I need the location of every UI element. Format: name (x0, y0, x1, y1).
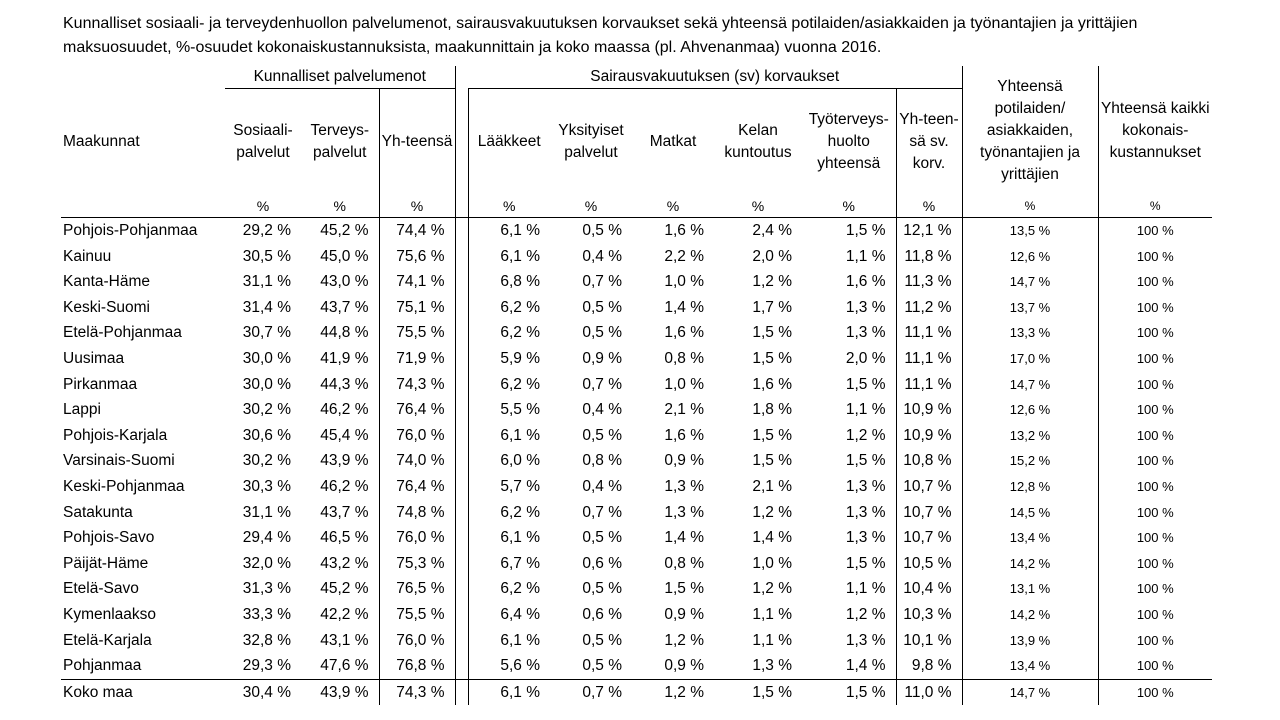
cell-tyoterveyshuolto: 1,4 % (845, 657, 886, 675)
cell-kelan-kuntoutus: 1,5 % (714, 679, 802, 705)
cell-yhteensa-kunnalliset: 75,3 % (379, 551, 455, 577)
unit-label: % (1098, 195, 1212, 218)
cell-maakunta: Etelä-Karjala (63, 631, 152, 649)
cell-maakunta: Pohjois-Savo (63, 529, 155, 547)
unit-label: % (225, 195, 301, 218)
data-table (61, 66, 1212, 705)
total-row (61, 679, 1212, 705)
cell-tyoterveyshuolto: 1,3 % (845, 324, 886, 342)
cell-yhteensa-potilaiden: 14,2 % (962, 551, 1098, 577)
cell-yhteensa-kaikki: 100 % (1136, 530, 1174, 546)
cell-terveyspalvelut: 43,9 % (301, 679, 379, 705)
cell-maakunta: Keski-Suomi (63, 298, 150, 316)
cell-yhteensa-potilaiden: 13,3 % (962, 320, 1098, 346)
cell-matkat: 1,0 % (664, 375, 704, 393)
cell-kelan-kuntoutus: 1,5 % (752, 324, 792, 342)
cell-kelan-kuntoutus: 2,1 % (752, 477, 792, 495)
table-row (61, 244, 1212, 270)
cell-yksityiset-palvelut: 0,7 % (550, 679, 632, 705)
cell-yhteensa-potilaiden: 13,1 % (962, 576, 1098, 602)
cell-terveyspalvelut: 43,7 % (320, 298, 369, 316)
table-row (61, 551, 1212, 577)
cell-yhteensa-sv: 11,1 % (896, 320, 962, 346)
table-row (61, 346, 1212, 372)
unit-label: % (468, 195, 550, 218)
cell-yhteensa-potilaiden: 14,7 % (962, 269, 1098, 295)
cell-yhteensa-sv: 11,8 % (896, 244, 962, 270)
header-tyoterveyshuolto: Työterveys-huolto yhteensä (808, 111, 889, 172)
cell-matkat: 1,4 % (664, 529, 704, 547)
header-laakkeet: Lääkkeet (468, 89, 550, 196)
cell-yhteensa-sv: 10,9 % (896, 397, 962, 423)
cell-terveyspalvelut: 43,2 % (320, 554, 369, 572)
cell-tyoterveyshuolto: 1,5 % (845, 222, 886, 239)
cell-matkat: 1,6 % (664, 222, 704, 239)
cell-yhteensa-sv: 10,9 % (896, 423, 962, 449)
cell-laakkeet: 5,7 % (468, 474, 550, 500)
cell-yhteensa-sv: 12,1 % (896, 218, 962, 244)
cell-yhteensa-sv: 10,1 % (896, 628, 962, 654)
cell-laakkeet: 6,1 % (468, 423, 550, 449)
cell-yhteensa-kaikki: 100 % (1098, 679, 1212, 705)
cell-matkat: 2,1 % (664, 401, 704, 419)
cell-laakkeet: 5,9 % (468, 346, 550, 372)
cell-kelan-kuntoutus: 1,5 % (752, 426, 792, 444)
cell-matkat: 1,6 % (664, 324, 704, 342)
cell-yhteensa-potilaiden: 13,4 % (962, 525, 1098, 551)
table-row (61, 500, 1212, 526)
cell-terveyspalvelut: 46,5 % (320, 529, 369, 547)
cell-yhteensa-kunnalliset: 71,9 % (379, 346, 455, 372)
cell-yhteensa-kunnalliset: 74,3 % (379, 679, 455, 705)
cell-sosiaalipalvelut: 32,0 % (242, 554, 291, 572)
cell-laakkeet: 5,6 % (468, 653, 550, 679)
header-terveyspalvelut: Terveys-palvelut (310, 122, 370, 161)
cell-yhteensa-kaikki: 100 % (1136, 606, 1174, 622)
cell-yhteensa-kaikki: 100 % (1136, 248, 1174, 264)
table-row (61, 372, 1212, 398)
cell-yksityiset-palvelut: 0,5 % (582, 222, 622, 239)
cell-yksityiset-palvelut: 0,7 % (582, 273, 622, 291)
cell-yhteensa-potilaiden: 13,9 % (962, 628, 1098, 654)
header-matkat: Matkat (649, 133, 697, 150)
cell-laakkeet: 6,2 % (468, 320, 550, 346)
cell-matkat: 0,9 % (664, 452, 704, 470)
cell-sosiaalipalvelut: 29,2 % (242, 222, 291, 239)
cell-yksityiset-palvelut: 0,5 % (582, 298, 622, 316)
table-row (61, 295, 1212, 321)
cell-terveyspalvelut: 45,0 % (320, 247, 369, 265)
cell-yhteensa-kunnalliset: 76,0 % (379, 628, 455, 654)
cell-yhteensa-kaikki: 100 % (1136, 402, 1174, 418)
cell-kelan-kuntoutus: 1,7 % (752, 298, 792, 316)
cell-yhteensa-potilaiden: 14,5 % (962, 500, 1098, 526)
cell-terveyspalvelut: 46,2 % (320, 401, 369, 419)
unit-label: % (896, 195, 962, 218)
cell-tyoterveyshuolto: 1,3 % (845, 477, 886, 495)
cell-tyoterveyshuolto: 1,1 % (845, 580, 886, 598)
cell-tyoterveyshuolto: 1,1 % (845, 247, 886, 265)
cell-yhteensa-potilaiden: 17,0 % (962, 346, 1098, 372)
cell-laakkeet: 6,1 % (468, 628, 550, 654)
cell-yksityiset-palvelut: 0,4 % (582, 477, 622, 495)
table-row (61, 423, 1212, 449)
cell-tyoterveyshuolto: 1,3 % (845, 298, 886, 316)
cell-yhteensa-kunnalliset: 74,1 % (379, 269, 455, 295)
cell-sosiaalipalvelut: 30,6 % (242, 426, 291, 444)
cell-yhteensa-kunnalliset: 74,4 % (379, 218, 455, 244)
cell-terveyspalvelut: 45,4 % (320, 426, 369, 444)
cell-maakunta: Etelä-Pohjanmaa (63, 324, 182, 342)
unit-label: % (301, 195, 379, 218)
cell-yksityiset-palvelut: 0,5 % (582, 657, 622, 675)
cell-yksityiset-palvelut: 0,7 % (582, 503, 622, 521)
cell-tyoterveyshuolto: 1,6 % (845, 273, 886, 291)
cell-matkat: 1,6 % (664, 426, 704, 444)
cell-laakkeet: 6,2 % (468, 295, 550, 321)
cell-yksityiset-palvelut: 0,6 % (582, 605, 622, 623)
table-row (61, 397, 1212, 423)
cell-terveyspalvelut: 45,2 % (320, 222, 369, 239)
cell-yksityiset-palvelut: 0,6 % (582, 554, 622, 572)
cell-yhteensa-potilaiden: 14,7 % (962, 372, 1098, 398)
cell-yhteensa-kunnalliset: 76,0 % (379, 525, 455, 551)
table-row (61, 474, 1212, 500)
group-header-sv: Sairausvakuutuksen (sv) korvaukset (468, 66, 962, 89)
table-row (61, 525, 1212, 551)
cell-matkat: 2,2 % (664, 247, 704, 265)
cell-tyoterveyshuolto: 1,3 % (845, 503, 886, 521)
cell-sosiaalipalvelut: 31,1 % (242, 503, 291, 521)
cell-maakunta: Koko maa (61, 679, 225, 705)
cell-laakkeet: 5,5 % (468, 397, 550, 423)
cell-sosiaalipalvelut: 33,3 % (242, 605, 291, 623)
cell-sosiaalipalvelut: 30,0 % (242, 349, 291, 367)
cell-yhteensa-kaikki: 100 % (1136, 427, 1174, 443)
cell-laakkeet: 6,2 % (468, 500, 550, 526)
table-row (61, 576, 1212, 602)
cell-tyoterveyshuolto: 1,2 % (845, 426, 886, 444)
unit-label: % (632, 195, 714, 218)
cell-maakunta: Pirkanmaa (63, 375, 138, 393)
cell-maakunta: Kainuu (63, 247, 112, 265)
cell-yksityiset-palvelut: 0,4 % (582, 247, 622, 265)
cell-tyoterveyshuolto: 1,1 % (845, 401, 886, 419)
cell-yhteensa-potilaiden: 12,6 % (962, 397, 1098, 423)
cell-kelan-kuntoutus: 1,5 % (752, 349, 792, 367)
cell-yksityiset-palvelut: 0,7 % (582, 375, 622, 393)
cell-maakunta: Keski-Pohjanmaa (63, 477, 185, 495)
table-row (61, 218, 1212, 244)
cell-tyoterveyshuolto: 1,5 % (802, 679, 896, 705)
cell-kelan-kuntoutus: 1,2 % (752, 580, 792, 598)
cell-matkat: 0,9 % (664, 657, 704, 675)
cell-kelan-kuntoutus: 1,0 % (752, 554, 792, 572)
cell-yhteensa-sv: 11,3 % (896, 269, 962, 295)
cell-matkat: 1,4 % (664, 298, 704, 316)
cell-terveyspalvelut: 44,8 % (320, 324, 369, 342)
header-sosiaalipalvelut: Sosiaali-palvelut (233, 122, 293, 161)
cell-terveyspalvelut: 43,1 % (320, 631, 369, 649)
cell-yhteensa-kunnalliset: 75,5 % (379, 602, 455, 628)
cell-yksityiset-palvelut: 0,4 % (582, 401, 622, 419)
cell-yhteensa-kunnalliset: 76,5 % (379, 576, 455, 602)
cell-laakkeet: 6,7 % (468, 551, 550, 577)
cell-yhteensa-potilaiden: 14,7 % (962, 679, 1098, 705)
cell-matkat: 1,2 % (632, 679, 714, 705)
cell-sosiaalipalvelut: 30,5 % (242, 247, 291, 265)
cell-yhteensa-sv: 10,7 % (896, 474, 962, 500)
cell-maakunta: Etelä-Savo (63, 580, 139, 598)
header-yhteensa-kaikki: Yhteensä kaikki kokonais-kustannukset (1100, 99, 1210, 161)
cell-tyoterveyshuolto: 1,3 % (845, 631, 886, 649)
cell-yksityiset-palvelut: 0,5 % (582, 324, 622, 342)
cell-kelan-kuntoutus: 1,1 % (752, 605, 792, 623)
cell-matkat: 1,5 % (664, 580, 704, 598)
cell-yhteensa-sv: 10,3 % (896, 602, 962, 628)
cell-yksityiset-palvelut: 0,5 % (582, 631, 622, 649)
cell-yhteensa-kaikki: 100 % (1136, 658, 1174, 674)
unit-label: % (802, 195, 896, 218)
header-yksityiset-palvelut: Yksityiset palvelut (558, 122, 624, 161)
cell-yhteensa-kaikki: 100 % (1136, 581, 1174, 597)
cell-yhteensa-kaikki: 100 % (1136, 223, 1174, 238)
table-row (61, 602, 1212, 628)
group-header-row (61, 66, 1212, 89)
cell-terveyspalvelut: 46,2 % (320, 477, 369, 495)
header-yhteensa-kunnalliset: Yh-teensä (379, 89, 455, 196)
cell-laakkeet: 6,0 % (468, 448, 550, 474)
cell-terveyspalvelut: 45,2 % (320, 580, 369, 598)
cell-sosiaalipalvelut: 30,7 % (242, 324, 291, 342)
cell-sosiaalipalvelut: 30,4 % (225, 679, 301, 705)
cell-kelan-kuntoutus: 1,6 % (752, 375, 792, 393)
cell-matkat: 1,3 % (664, 477, 704, 495)
cell-terveyspalvelut: 43,0 % (320, 273, 369, 291)
cell-yhteensa-kaikki: 100 % (1136, 555, 1174, 571)
cell-sosiaalipalvelut: 31,3 % (242, 580, 291, 598)
cell-sosiaalipalvelut: 32,8 % (242, 631, 291, 649)
cell-matkat: 0,9 % (664, 605, 704, 623)
cell-tyoterveyshuolto: 1,5 % (845, 375, 886, 393)
cell-maakunta: Päijät-Häme (63, 554, 149, 572)
cell-yksityiset-palvelut: 0,8 % (582, 452, 622, 470)
cell-yhteensa-kaikki: 100 % (1136, 504, 1174, 520)
cell-yhteensa-sv: 9,8 % (896, 653, 962, 679)
cell-yhteensa-kaikki: 100 % (1136, 453, 1174, 469)
cell-kelan-kuntoutus: 1,4 % (752, 529, 792, 547)
cell-sosiaalipalvelut: 31,1 % (242, 273, 291, 291)
cell-yhteensa-potilaiden: 13,4 % (962, 653, 1098, 679)
table-row (61, 653, 1212, 679)
cell-terveyspalvelut: 43,9 % (320, 452, 369, 470)
cell-yhteensa-kunnalliset: 75,6 % (379, 244, 455, 270)
cell-yhteensa-kunnalliset: 76,4 % (379, 397, 455, 423)
cell-terveyspalvelut: 44,3 % (320, 375, 369, 393)
cell-maakunta: Pohjois-Pohjanmaa (63, 222, 198, 239)
cell-yhteensa-potilaiden: 13,5 % (962, 218, 1098, 244)
cell-yhteensa-kunnalliset: 74,3 % (379, 372, 455, 398)
cell-matkat: 0,8 % (664, 349, 704, 367)
cell-yhteensa-kunnalliset: 75,1 % (379, 295, 455, 321)
cell-sosiaalipalvelut: 30,2 % (242, 401, 291, 419)
cell-yhteensa-sv: 10,7 % (896, 525, 962, 551)
cell-yhteensa-kaikki: 100 % (1136, 350, 1174, 366)
cell-tyoterveyshuolto: 1,3 % (845, 529, 886, 547)
cell-kelan-kuntoutus: 1,8 % (752, 401, 792, 419)
cell-laakkeet: 6,2 % (468, 372, 550, 398)
cell-laakkeet: 6,1 % (468, 525, 550, 551)
table-row (61, 269, 1212, 295)
cell-maakunta: Varsinais-Suomi (63, 452, 175, 470)
cell-terveyspalvelut: 47,6 % (320, 657, 369, 675)
cell-matkat: 1,2 % (664, 631, 704, 649)
cell-kelan-kuntoutus: 1,2 % (752, 503, 792, 521)
cell-yksityiset-palvelut: 0,5 % (582, 426, 622, 444)
cell-kelan-kuntoutus: 1,3 % (752, 657, 792, 675)
cell-yhteensa-potilaiden: 12,8 % (962, 474, 1098, 500)
cell-maakunta: Pohjanmaa (63, 657, 142, 675)
cell-yhteensa-kunnalliset: 74,0 % (379, 448, 455, 474)
cell-yhteensa-kunnalliset: 76,8 % (379, 653, 455, 679)
cell-laakkeet: 6,8 % (468, 269, 550, 295)
cell-sosiaalipalvelut: 29,3 % (242, 657, 291, 675)
cell-tyoterveyshuolto: 2,0 % (845, 349, 886, 367)
cell-laakkeet: 6,1 % (468, 244, 550, 270)
cell-yksityiset-palvelut: 0,9 % (582, 349, 622, 367)
cell-yhteensa-potilaiden: 14,2 % (962, 602, 1098, 628)
cell-yhteensa-kaikki: 100 % (1136, 376, 1174, 392)
header-yhteensa-sv: Yh-teen-sä sv. korv. (896, 89, 962, 196)
cell-maakunta: Lappi (63, 401, 101, 419)
cell-yksityiset-palvelut: 0,5 % (582, 580, 622, 598)
cell-maakunta: Kymenlaakso (63, 605, 157, 623)
cell-sosiaalipalvelut: 29,4 % (242, 529, 291, 547)
cell-yhteensa-kunnalliset: 76,0 % (379, 423, 455, 449)
cell-sosiaalipalvelut: 31,4 % (242, 298, 291, 316)
cell-kelan-kuntoutus: 2,0 % (752, 247, 792, 265)
cell-yhteensa-kunnalliset: 76,4 % (379, 474, 455, 500)
cell-yhteensa-kaikki: 100 % (1136, 478, 1174, 494)
cell-tyoterveyshuolto: 1,5 % (845, 452, 886, 470)
header-kelan-kuntoutus: Kelan kuntoutus (724, 122, 792, 161)
cell-yhteensa-kaikki: 100 % (1136, 299, 1174, 315)
cell-kelan-kuntoutus: 1,5 % (752, 452, 792, 470)
unit-row (61, 195, 1212, 218)
cell-maakunta: Pohjois-Karjala (63, 426, 168, 444)
cell-sosiaalipalvelut: 30,3 % (242, 477, 291, 495)
cell-yhteensa-sv: 10,7 % (896, 500, 962, 526)
cell-laakkeet: 6,2 % (468, 576, 550, 602)
cell-yhteensa-kaikki: 100 % (1136, 325, 1174, 341)
cell-sosiaalipalvelut: 30,2 % (242, 452, 291, 470)
header-yhteensa-potilaiden: Yhteensä potilaiden/ asiakkaiden, työnantajien ja yrittäjien (962, 66, 1098, 195)
cell-kelan-kuntoutus: 1,1 % (752, 631, 792, 649)
cell-sosiaalipalvelut: 30,0 % (242, 375, 291, 393)
table-body (61, 218, 1212, 706)
unit-label: % (714, 195, 802, 218)
cell-yhteensa-potilaiden: 13,7 % (962, 295, 1098, 321)
cell-laakkeet: 6,1 % (468, 679, 550, 705)
cell-maakunta: Uusimaa (63, 349, 125, 367)
cell-tyoterveyshuolto: 1,2 % (845, 605, 886, 623)
cell-laakkeet: 6,4 % (468, 602, 550, 628)
cell-yhteensa-sv: 11,0 % (896, 679, 962, 705)
cell-yhteensa-sv: 10,8 % (896, 448, 962, 474)
cell-yhteensa-potilaiden: 15,2 % (962, 448, 1098, 474)
cell-yhteensa-kunnalliset: 74,8 % (379, 500, 455, 526)
cell-tyoterveyshuolto: 1,5 % (845, 554, 886, 572)
cell-laakkeet: 6,1 % (468, 218, 550, 244)
cell-yhteensa-sv: 11,1 % (896, 346, 962, 372)
cell-kelan-kuntoutus: 1,2 % (752, 273, 792, 291)
unit-label: % (550, 195, 632, 218)
cell-kelan-kuntoutus: 2,4 % (752, 222, 792, 239)
cell-yhteensa-sv: 10,4 % (896, 576, 962, 602)
unit-label: % (962, 195, 1098, 218)
cell-yhteensa-kaikki: 100 % (1136, 632, 1174, 648)
table-row (61, 448, 1212, 474)
cell-yhteensa-sv: 11,1 % (896, 372, 962, 398)
cell-matkat: 1,3 % (664, 503, 704, 521)
page-title: Kunnalliset sosiaali- ja terveydenhuollon palvelumenot, sairausvakuutuksen korvaukset sekä yhteensä potilaiden/asiakkaiden ja työnantajien ja yrittäjien maksuosuudet, %-osuudet kokonaiskustannuksista, maakunnittain ja koko maassa (pl. Ahvenanmaa) vuonna 2016. (63, 15, 1138, 56)
cell-yhteensa-sv: 11,2 % (896, 295, 962, 321)
unit-label: % (379, 195, 455, 218)
cell-yhteensa-kunnalliset: 75,5 % (379, 320, 455, 346)
cell-yhteensa-potilaiden: 12,6 % (962, 244, 1098, 270)
cell-terveyspalvelut: 43,7 % (320, 503, 369, 521)
table-row (61, 320, 1212, 346)
cell-maakunta: Satakunta (63, 503, 133, 521)
cell-terveyspalvelut: 42,2 % (320, 605, 369, 623)
group-header-kunnalliset: Kunnalliset palvelumenot (225, 66, 455, 89)
cell-terveyspalvelut: 41,9 % (320, 349, 369, 367)
table-row (61, 628, 1212, 654)
cell-yhteensa-sv: 10,5 % (896, 551, 962, 577)
cell-yhteensa-kaikki: 100 % (1136, 274, 1174, 290)
cell-yhteensa-potilaiden: 13,2 % (962, 423, 1098, 449)
cell-yksityiset-palvelut: 0,5 % (582, 529, 622, 547)
header-maakunnat: Maakunnat (63, 132, 140, 150)
cell-maakunta: Kanta-Häme (63, 273, 151, 291)
cell-matkat: 0,8 % (664, 554, 704, 572)
cell-matkat: 1,0 % (664, 273, 704, 291)
